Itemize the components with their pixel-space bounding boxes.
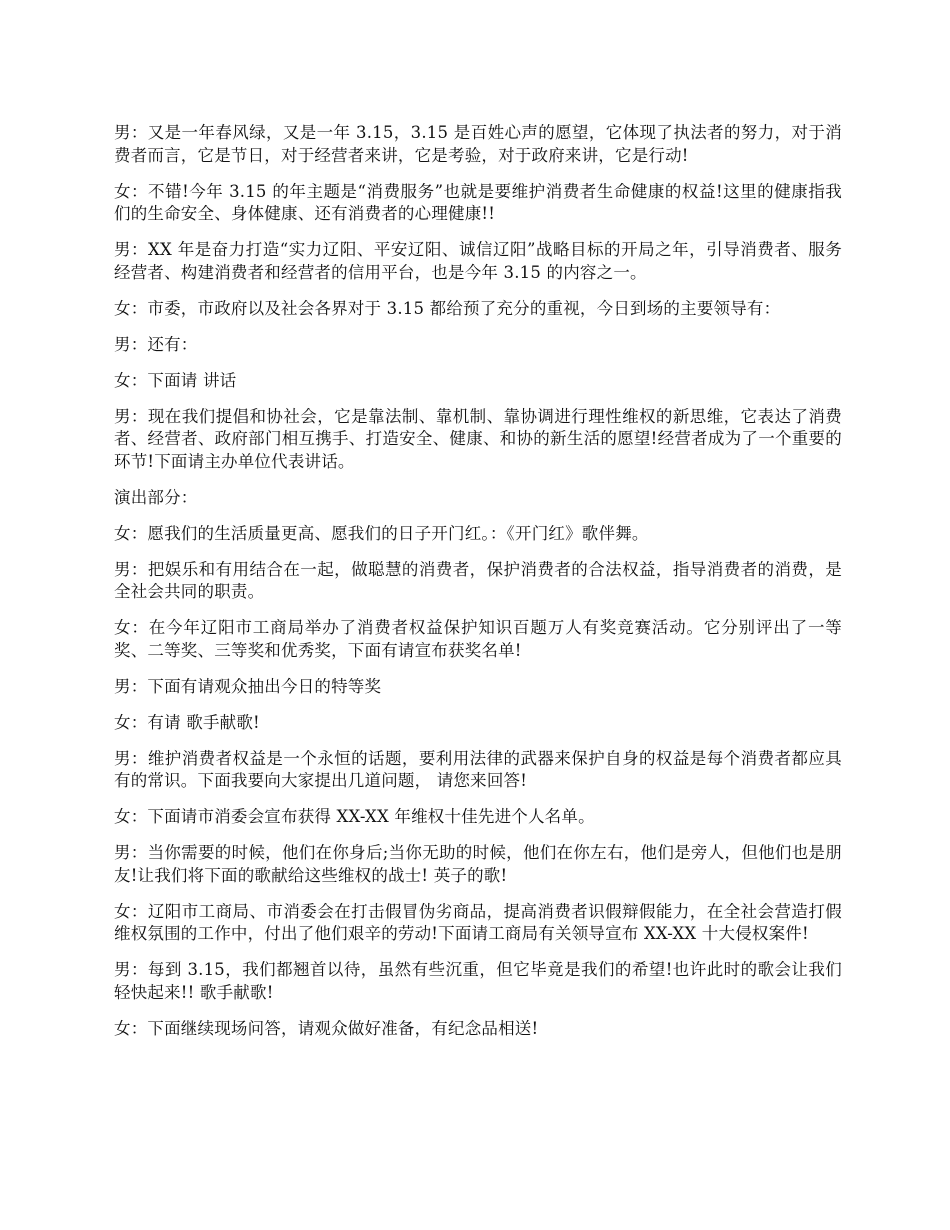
paragraph: 女：辽阳市工商局、市消委会在打击假冒伪劣商品，提高消费者识假辩假能力，在全社会营造打假维权氛围的工作中，付出了他们艰辛的劳动!下面请工商局有关领导宣布 XX-XX 十大侵权案件! xyxy=(114,901,842,943)
paragraph: 男：还有： xyxy=(114,334,198,354)
paragraph: 女：在今年辽阳市工商局举办了消费者权益保护知识百题万人有奖竞赛活动。它分别评出了一等奖、二等奖、三等奖和优秀奖，下面有请宣布获奖名单! xyxy=(114,618,842,660)
section-label: 演出部分： xyxy=(114,487,198,507)
paragraph: 男：下面有请观众抽出今日的特等奖 xyxy=(114,676,382,696)
paragraph: 女：下面请 讲话 xyxy=(114,370,237,390)
paragraph: 男：当你需要的时候，他们在你身后;当你无助的时候，他们在你左右，他们是旁人，但他们也是朋友!让我们将下面的歌献给这些维权的战士! 英子的歌! xyxy=(114,843,842,885)
paragraph: 女：市委，市政府以及社会各界对于 3.15 都给预了充分的重视，今日到场的主要领导有： xyxy=(114,298,781,318)
paragraph: 男：又是一年春风绿，又是一年 3.15，3.15 是百姓心声的愿望，它体现了执法者的努力，对于消费者而言，它是节日，对于经营者来讲，它是考验，对于政府来讲，它是行动! xyxy=(114,123,842,165)
paragraph: 男：维护消费者权益是一个永恒的话题，要利用法律的武器来保护自身的权益是每个消费者都应具有的常识。下面我要向大家提出几道问题， 请您来回答! xyxy=(114,748,842,790)
paragraph: 男：现在我们提倡和协社会，它是靠法制、靠机制、靠协调进行理性维权的新思维，它表达了消费者、经营者、政府部门相互携手、打造安全、健康、和协的新生活的愿望!经营者成为了一个重要的环节!下面请主办单位代表讲话。 xyxy=(114,406,842,471)
paragraph: 男：把娱乐和有用结合在一起，做聪慧的消费者，保护消费者的合法权益，指导消费者的消费，是全社会共同的职责。 xyxy=(114,559,842,601)
paragraph: 女：有请 歌手献歌! xyxy=(114,712,260,732)
paragraph: 女：不错!今年 3.15 的年主题是“消费服务”也就是要维护消费者生命健康的权益!这里的健康指我们的生命安全、身体健康、还有消费者的心理健康!! xyxy=(114,181,842,223)
paragraph: 女：下面请市消委会宣布获得 XX-XX 年维权十佳先进个人名单。 xyxy=(114,807,595,826)
paragraph: 女：下面继续现场问答，请观众做好准备，有纪念品相送! xyxy=(114,1018,539,1038)
document-body xyxy=(114,122,842,1054)
paragraph: 男：XX 年是奋力打造“实力辽阳、平安辽阳、诚信辽阳”战略目标的开局之年，引导消费者、服务经营者、构建消费者和经营者的信用平台，也是今年 3.15 的内容之一。 xyxy=(114,240,842,282)
paragraph: 男：每到 3.15，我们都翘首以待，虽然有些沉重，但它毕竟是我们的希望!也许此时的歌会让我们轻快起来!! 歌手献歌! xyxy=(114,960,842,1002)
paragraph: 女：愿我们的生活质量更高、愿我们的日子开门红。：《开门红》歌伴舞。 xyxy=(114,523,649,543)
